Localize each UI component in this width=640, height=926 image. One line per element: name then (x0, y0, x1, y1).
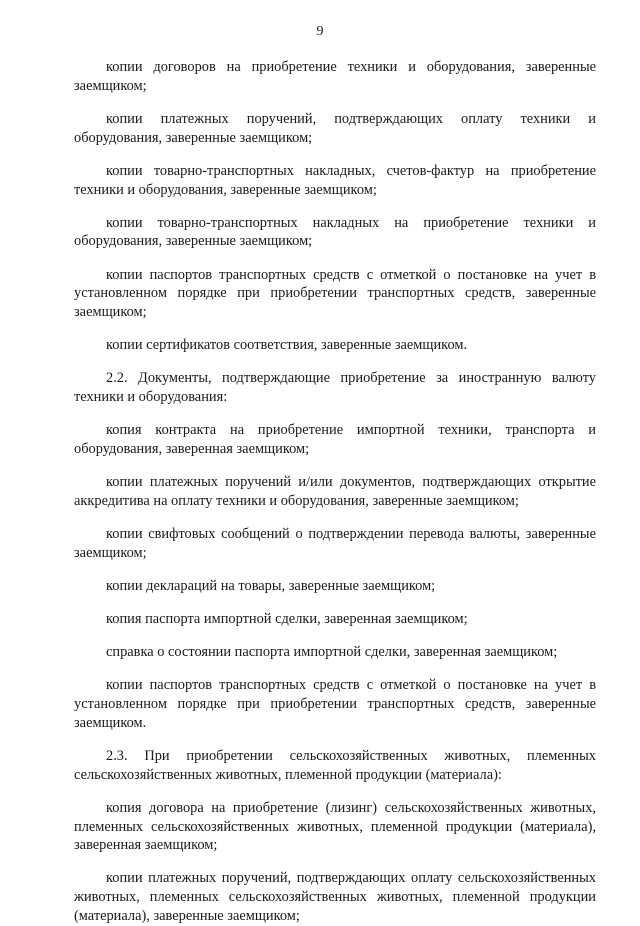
paragraph-customs-declarations: копии деклараций на товары, заверенные заемщиком; (106, 577, 436, 594)
paragraph-animals-contract: копия договора на приобретение (лизинг) сельскохозяйственных животных, племенных сельскохозяйственных животных, племенной продукции (материала), заверенная заемщиком; (74, 799, 596, 854)
section-2-3-heading: 2.3. При приобретении сельскохозяйственных животных, племенных сельскохозяйственных животных, племенной продукции (материала): (74, 747, 596, 783)
paragraph-import-deal-passport-certificate: справка о состоянии паспорта импортной сделки, заверенная заемщиком; (106, 644, 558, 661)
document-body (74, 58, 596, 926)
paragraph-waybills: копии товарно-транспортных накладных на приобретение техники и оборудования, заверенные заемщиком; (74, 214, 596, 250)
paragraph-vehicle-passports: копии паспортов транспортных средств с отметкой о постановке на учет в установленном порядке при приобретении транспортных средств, заверенные заемщиком; (74, 266, 596, 321)
paragraph-waybills-invoices: копии товарно-транспортных накладных, счетов-фактур на приобретение техники и оборудования, заверенные заемщиком; (74, 162, 596, 198)
page-number: 9 (316, 24, 324, 39)
paragraph-import-deal-passport: копия паспорта импортной сделки, заверенная заемщиком; (106, 611, 468, 627)
paragraph-payment-orders: копии платежных поручений, подтверждающих оплату техники и оборудования, заверенные заемщиком; (74, 110, 596, 146)
paragraph-import-contract: копия контракта на приобретение импортной техники, транспорта и оборудования, заверенная заемщиком; (74, 422, 596, 458)
paragraph-animals-payment-orders: копии платежных поручений, подтверждающих оплату сельскохозяйственных животных, племенных сельскохозяйственных животных, племенной продукции (материала), заверенные заемщиком; (74, 870, 596, 925)
paragraph-payment-orders-letter-of-credit: копии платежных поручений и/или документов, подтверждающих открытие аккредитива на оплату техники и оборудования, заверенные заемщиком; (74, 474, 596, 509)
paragraph-vehicle-passports-import: копии паспортов транспортных средств с отметкой о постановке на учет в установленном порядке при приобретении транспортных средств, заверенные заемщиком. (74, 677, 596, 731)
paragraph-certificates: копии сертификатов соответствия, заверенные заемщиком. (106, 337, 468, 354)
section-2-2-heading: 2.2. Документы, подтверждающие приобретение за иностранную валюту техники и оборудования: (74, 370, 596, 406)
paragraph-swift-messages: копии свифтовых сообщений о подтверждении перевода валюты, заверенные заемщиком; (74, 526, 596, 561)
paragraph-contracts-copies: копии договоров на приобретение техники и оборудования, заверенные заемщиком; (74, 59, 596, 94)
